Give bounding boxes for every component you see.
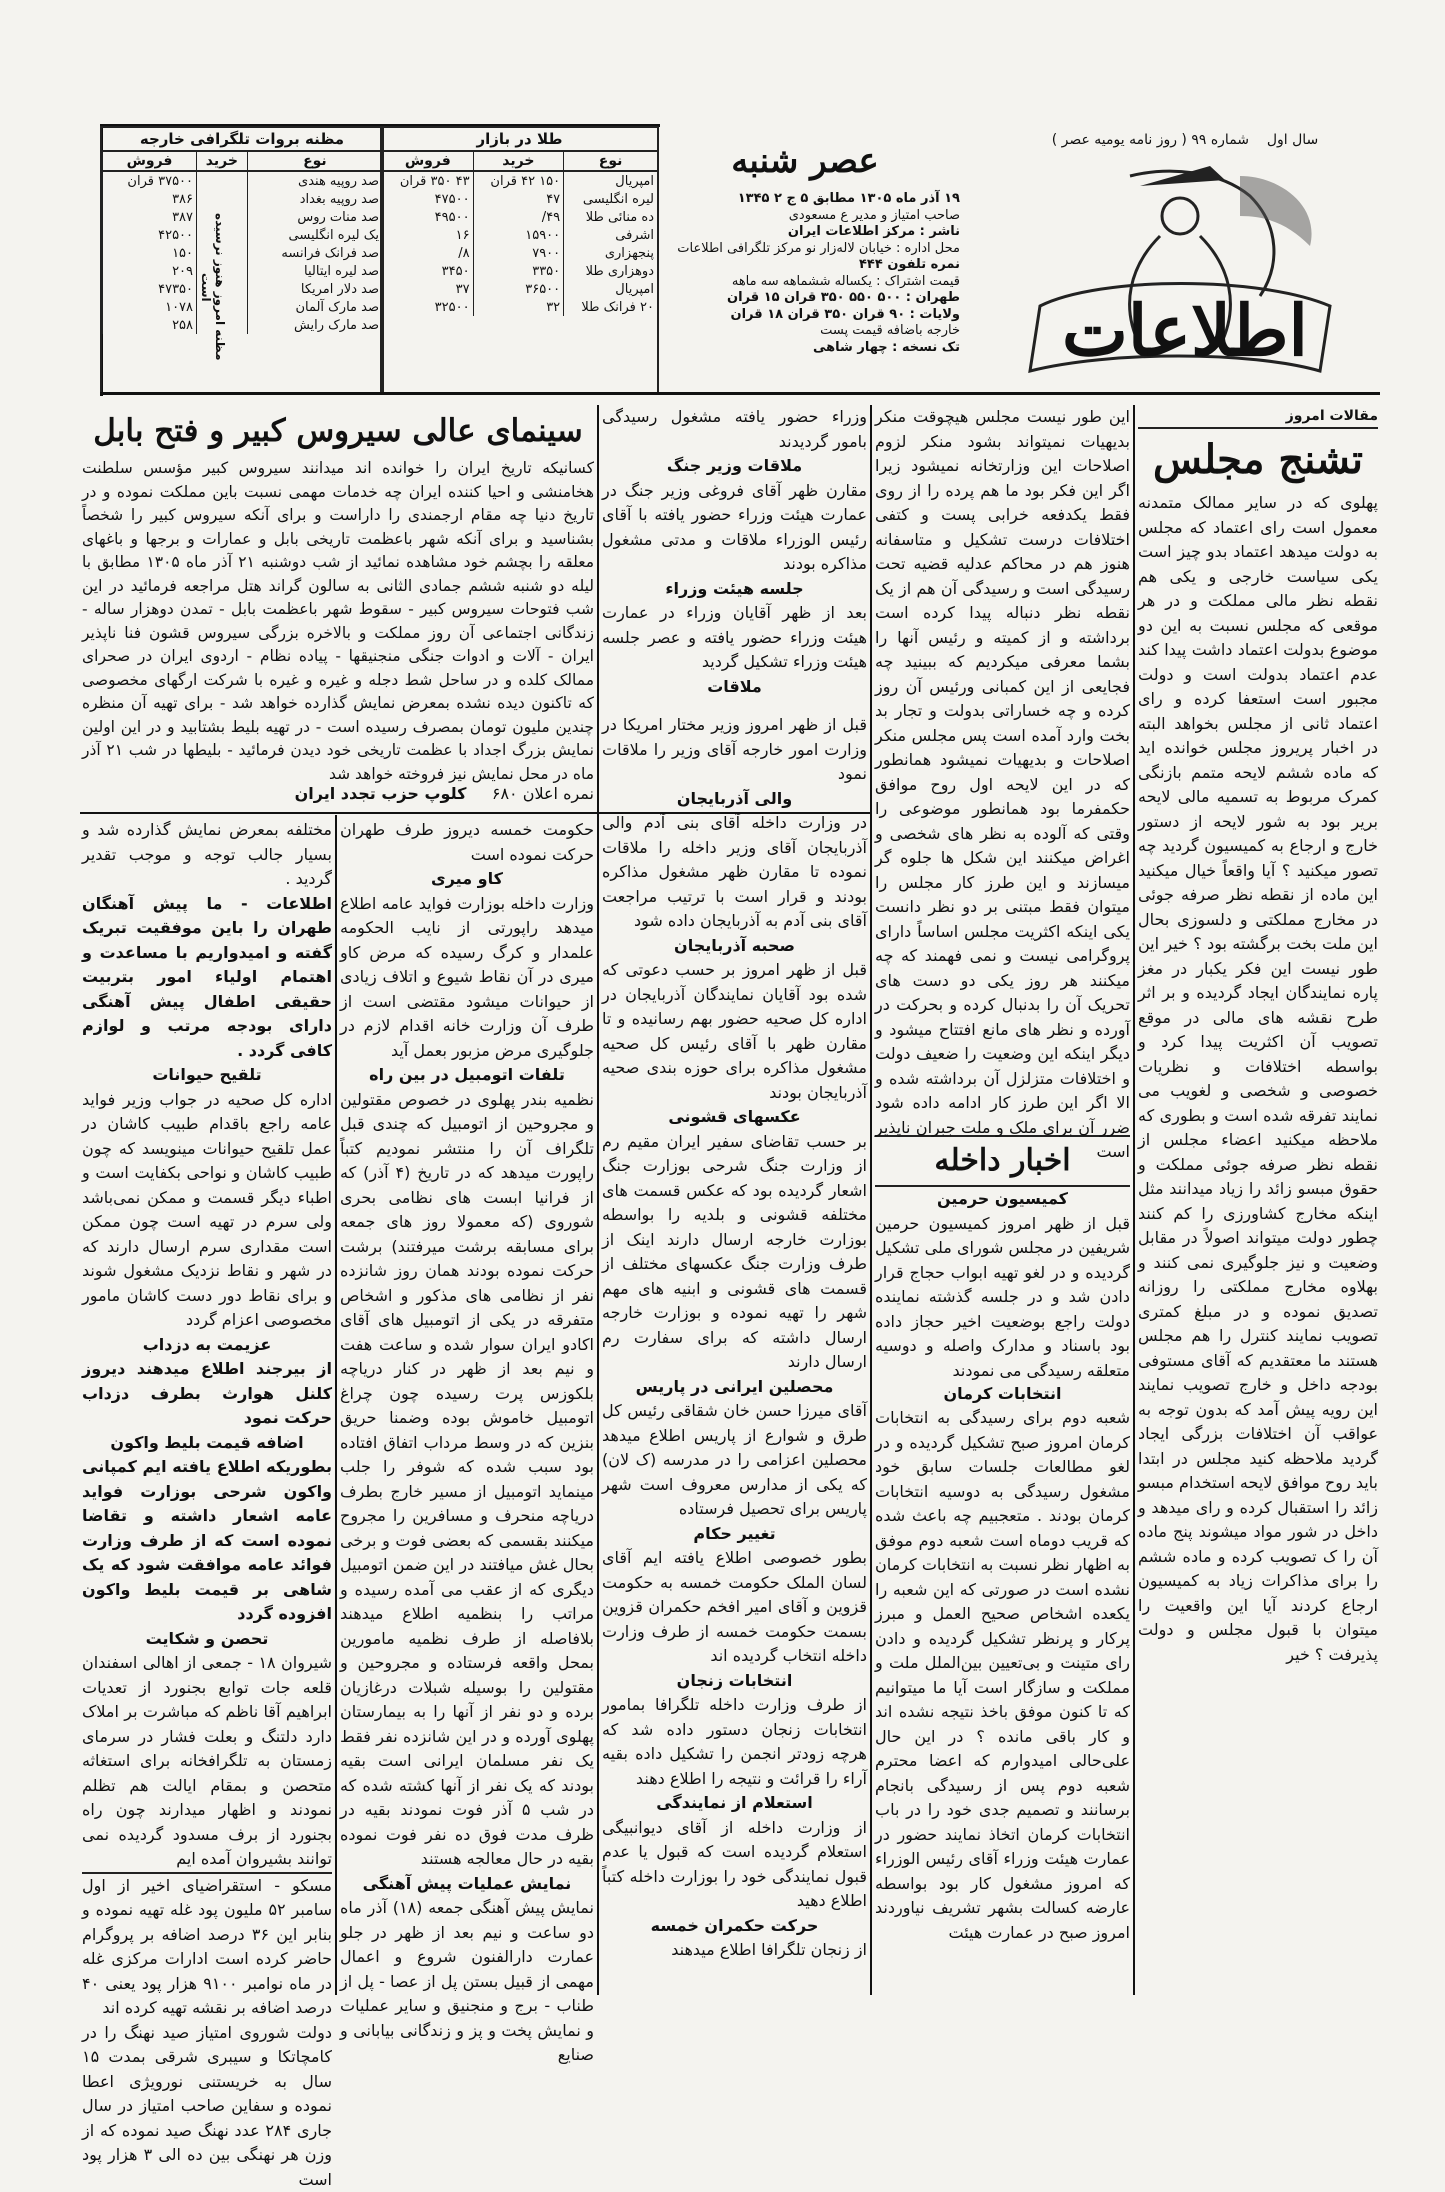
table-cell: صد منات روس — [247, 208, 382, 226]
table-cell: صد روپیه بغداد — [247, 190, 382, 208]
table-row — [383, 226, 658, 244]
publication-info — [660, 191, 960, 396]
tehran-price: طهران : ۵۰۰ ۵۵۰ ۳۵۰ قران ۱۵ قران — [660, 290, 960, 307]
table-cell: ۱۵۰ — [103, 244, 197, 262]
table-cell: ۲۰۹ — [103, 262, 197, 280]
foreign-exchange-title: مظنه بروات تلگرافی خارجه — [102, 128, 382, 152]
col3-p9: از طرف وزارت داخله تلگرافا بمامور انتخابات زنجان دستور داده شد که هرچه زودتر انجمن را تشکیل داده بقیه آراء را قرائت و نتیجه را اطلاع دهند — [602, 1693, 867, 1791]
subhead-departure: عزیمت به دزداب — [82, 1333, 332, 1358]
subhead-cattle-plague: کاو میری — [340, 867, 594, 892]
table-cell: ۳۶۵۰۰ — [473, 280, 564, 298]
office-line: محل اداره : خیابان لاله‌زار نو مرکز تلگرافی اطلاعات — [660, 241, 960, 258]
table-cell: یک لیره انگلیسی — [247, 226, 382, 244]
table-cell: ۲۰ فرانک طلا — [564, 298, 657, 316]
cyrus-footer — [82, 782, 594, 806]
table-cell: ۱۶ — [383, 226, 474, 244]
cyrus-cinema-ad — [82, 405, 594, 810]
cyrus-body: کسانیکه تاریخ ایران را خوانده اند میدانند سیروس کبیر مؤسس سلطنت هخامنشی و احیا کننده ایران چه خدمات مهمی نسبت باین مملکت نموده و در تاریخ دنیا چه مقام ارجمندی را داراست و برای آنکه سیروس کبیر را شخصاً بشناسید و برای آنکه شهر باعظمت تاریخی بابل و عمارات و برجها و باغهای معلقه را بچشم خود مشاهده نمائید از شب دوشنبه ۲۱ آذر ماه ۱۳۰۵ مطابق با لیله دو شنبه ششم جمادی الثانی به سالون گراند هتل مراجعه فرمائید در این شب فتوحات سیروس کبیر - سقوط شهر باعظمت بابل - تمدن دوهزار ساله - زندگانی اجتماعی آن روز مملکت و بالاخره بزرگی سیروس قشون فنا ناپذیر ایران - آلات و ادوات جنگی منجنیقها - پیاده نظام - اردوی ایران در صحرای ممالک کلده و در ساحل شط دجله و غیره و غیره با شرکت ارگهای مخصوصی که تاکنون دیده نشده بمعرض نمایش گذارده خواهد شد - برای تهیه آن منظره چندین ملیون تومان بمصرف رسیده است - در تهیه بلیط بشتابید و در این اولین نمایش بزرگ اجداد با عظمت تاریخی خود دیدن فرمائید - بلیطها در شب ۲۱ آذر ماه در محل نمایش نیز فروخته خواهد شد — [82, 457, 594, 782]
col5-p6: شیروان ۱۸ - جمعی از اهالی اسفندان قلعه جات توابع بجنورد از تعدیات ابراهیم آقا ناظم که مباشرت بر املاک دارد دلتنگ و بعلت فشار در سرمای زمستان به تلگرافخانه برای استغاثه متحصن و بمقام ایالت هم تظلم نمودند و اظهار میدارند چون راه بجنورد از برف مسدود گردیده نمی توانند بشیروان آمده ایم — [82, 1651, 332, 1874]
col3-p2: بعد از ظهر آقایان وزراء در عمارت هیئت وزراء حضور یافته و عصر جلسه هیئت وزراء تشکیل گردید — [602, 601, 867, 675]
table-row — [383, 298, 658, 316]
table-cell: صد روپیه هندی — [247, 171, 382, 190]
owner-line: صاحب امتیاز و مدیر ع مسعودی — [660, 208, 960, 225]
subhead-wagon-fare: اضافه قیمت بلیط واکون — [82, 1431, 332, 1456]
foreign-exchange-box — [100, 126, 384, 395]
domestic-news-title: اخبار داخله — [875, 1135, 1130, 1187]
subhead-meeting: ملاقات — [602, 675, 867, 700]
table-row — [103, 262, 383, 280]
subhead-azerbaijan-health: صحبه آذربایجان — [602, 934, 867, 959]
date-line: ۱۹ آذر ماه ۱۳۰۵ مطابق ۵ ج ۲ ۱۳۴۵ — [660, 191, 960, 208]
single-price: تک نسخه : چهار شاهی — [660, 340, 960, 357]
table-cell: لیره انگلیسی — [564, 190, 657, 208]
table-cell: صد فرانک فرانسه — [247, 244, 382, 262]
col5-p4: از بیرجند اطلاع میدهند دیروز کلنل هوارث بطرف دزداب حرکت نمود — [82, 1357, 332, 1431]
cyrus-club: کلوپ حزب تجدد ایران — [295, 784, 467, 803]
col5-p2: اطلاعات - ما پیش آهنگان طهران را باین موفقیت تبریک گفته و امیدواریم با مساعدت و اهتمام اولیاء امور بتربیت حقیقی اطفال پیش آهنگی دارای بودجه مرتب و لوازم کافی گردد . — [82, 892, 332, 1064]
buy-note: مظنه امروز هنوز نرسیده است — [207, 207, 227, 367]
table-cell: دوهزاری طلا — [564, 262, 657, 280]
col2-body-top: این طور نیست مجلس هیچوقت منکر بدیهیات نمیتواند بشود منکر لزوم اصلاحات این وزارتخانه نمیشود زیرا اگر این فکر بود ما هم پرده را از روی فقط یکدفعه خرابی پست و کتفی اختلافات درست تشکیل و متاسفانه هنوز هم در محاکم عدلیه قضیه تحت رسیدگی است و رسیدگی آن هم از یک نقطه نظر دنباله پیدا کرده است برداشته و از کمیته و رئیس آنها را بشما معرفی میکردیم که ببینید چه فجایعی از این کمبانی ورئیس آن روز کرده و چه خساراتی بدولت و تجار بد بخت وارد آمده است پس مجلس منکر اصلاحات و بدیهیات نمیشود همانطور که در این لایحه اول روح موافق حکمفرما بود همانطور موضوعی را وقتی که آلوده به نظر های شخصی و اغراض میکنند این شکل ها جلوه گر میسازند و این طرز کار مجلس را میتوان فقط مبتنی بر دو نظر دانست یکی اینکه اکثریت مجلس اساساً دارای پروگرامی نیست و نمی فهمند که چه میکنند هر روز یکی دو دست های تحریک آن را بدنبال کرده و بحرکت در آورده و نظر های مانع افتتاح میشود و دیگر اینکه این وضعیت را ضعیف دولت و اختلافات متزلزل آن برداشته شده و الا اگر این طرز کار ادامه داده شود ضرر آن برای ملک و ملت جبران ناپذیر است — [875, 405, 1130, 1135]
col3-p7: آقای میرزا حسن خان شقاقی رئیس کل طرق و شوارع از پاریس اطلاع میدهد محصلین اعزامی را در مدرسه (ک لان) که یکی از مدارس معروف است شهر پاریس برای تحصیل فرستاده — [602, 1399, 867, 1522]
subhead-sit-in: تحصن و شکایت — [82, 1627, 332, 1652]
table-cell: ۴۹۵۰۰ — [383, 208, 474, 226]
subhead-cabinet: جلسه هیئت وزراء — [602, 577, 867, 602]
subhead-khamseh-governor: حرکت حکمران خمسه — [602, 1914, 867, 1939]
subhead-car-accident: تلفات اتومبیل در بین راه — [340, 1063, 594, 1088]
col3-p4: در وزارت داخله آقای بنی آدم والی آذربایجان آقای وزیر داخله را ملاقات نموده تا مقارن ظهر مشغول مذاکره بودند و قرار است با ترتیب مراجعت آقای بنی آدم به آذربایجان داده شود — [602, 811, 867, 934]
col5-p7: مسکو - استقراضیای اخیر از اول سامبر ۵۲ ملیون پود غله تهیه نموده و بنابر این ۳۶ درصد اضافه بر پروگرام حاضر کرده است ادارات مرکزی غله در ماه نوامبر ۹۱۰۰ هزار پود یعنی ۴۰ درصد اضافه بر نقشه تهیه کرده اند — [82, 1874, 332, 2021]
table-cell: ۲۵۸ — [103, 316, 197, 334]
column-5 — [82, 818, 332, 1993]
column-3 — [602, 405, 867, 1995]
col2-body-low: شعبه دوم برای رسیدگی به انتخابات کرمان امروز صبح تشکیل گردیده و در لغو مطالعات جلسات سابق خود مشغول رسیدگی به دوسیه انتخابات کرمان بودند . متعجبیم چه باعث شده که قریب دوماه است شعبه دوم موفق به اظهار نظر نسبت به انتخابات کرمان نشده است در صورتی که این شعبه را یکعده اشخاص صحیح العمل و مبرز پرکار و پرنظر تشکیل گردیده و دادن رای متینت و بی‌تعیین بین‌الملل ملت و مملکت و سازگار است آیا ما میتوانیم که تا کنون موفق باخذ نتیجه نشده اند و کار باقی مانده ؟ در این حال علی‌حالی امیدوارم که اعضا محترم شعبه دوم پس از رسیدگی بانجام برسانند و تصمیم جدی خود را در باب انتخابات کرمان اتخاذ نمایند حضور در عمارت هیئت وزراء آقای رئیس الوزراء که امروز مشغول کار بود بواسطه عارضه کسالت بشهر تشریف نیاوردند امروز صبح در عمارت هیئت — [875, 1406, 1130, 1946]
col5-p1: مختلفه بمعرض نمایش گذارده شد و بسیار جالب توجه و موجب تقدیر گردید . — [82, 818, 332, 892]
table-cell: ۳۷ — [383, 280, 474, 298]
col4-p4: نمایش پیش آهنگی جمعه (۱۸) آذر ماه دو ساعت و نیم بعد از ظهر در جلو عمارت دارالفنون شروع و اعمال مهمی از قبیل بستن پل از عصا - پل از طناب - برج و منجنیق و سایر عملیات و نمایش پخت و پز و زندگانی بیابانی و صنایع — [340, 1896, 594, 2068]
table-header: فروش — [103, 152, 197, 171]
table-cell: ۴۳ ۳۵۰ قران — [383, 171, 474, 190]
table-cell: ۳۲ — [473, 298, 564, 316]
table-row — [383, 244, 658, 262]
column-2 — [875, 405, 1130, 1995]
col3-p10: از وزارت داخله از آقای دیوانبیگی استعلام گردیده است که قبول یا عدم قبول نمایندگی خود را بوزارت داخله کتباً اطلاع دهید — [602, 1816, 867, 1914]
cyrus-headline: سینمای عالی سیروس کبیر و فتح بابل — [82, 405, 594, 457]
table-header: خرید — [473, 152, 564, 171]
table-cell: ۴۷ — [473, 190, 564, 208]
gold-bazaar-box — [380, 126, 659, 395]
table-cell: اشرفی — [564, 226, 657, 244]
table-row — [103, 190, 383, 208]
table-cell: ۴۹/ — [473, 208, 564, 226]
subhead-azerbaijan-governor: والی آذربایجان — [602, 787, 867, 812]
subhead-inquiry: استعلام از نمایندگی — [602, 1791, 867, 1816]
column-4 — [340, 818, 594, 1993]
table-cell: ۱۵۰ ۴۲ قران — [473, 171, 564, 190]
col5-p3: اداره کل صحیه در جواب وزیر فواید عامه راجع باقدام طبیب کاشان در عمل تلقیح حیوانات مینویسد که چون طبیب کاشان و نواحی بکفایت است و اطباء دیگر قسمت و ممکن نمی‌باشد ولی سرم در تهیه است چون ممکن است مقداری سرم ارسال دارند که در شهر و نقاط نزدیک مشغول شوند و برای نقاط دور دست کاشان مامور مخصوصی اعزام گردد — [82, 1088, 332, 1333]
table-header: خرید — [197, 152, 248, 171]
table-cell: صد دلار امریکا — [247, 280, 382, 298]
table-cell: ۳۸۷ — [103, 208, 197, 226]
table-cell: ۳۲۵۰۰ — [383, 298, 474, 316]
table-cell: ۳۷۵۰۰ قران — [103, 171, 197, 190]
provinces-price: ولایات : ۹۰ قران ۳۵۰ قران ۱۸ قران — [660, 307, 960, 324]
table-cell: ۴۷۵۰۰ — [383, 190, 474, 208]
day-title: عصر شنبه — [660, 136, 950, 186]
table-row — [383, 190, 658, 208]
table-cell: امپریال — [564, 171, 657, 190]
cyrus-ad-number: نمره اعلان ۶۸۰ — [492, 784, 594, 803]
table-cell: صد لیره ایتالیا — [247, 262, 382, 280]
editorial-body: پهلوی که در سایر ممالک متمدنه معمول است رای اعتماد که مجلس به دولت میدهد اعتماد بدو چیز است یکی سیاست خارجی و یکی هم نقطه نظر مالی مملکت و در هر موقعی که مجلس نسبت به این دو موضوع بدولت اعتماد داشت پیدا کند عدم اعتماد بدولت است و دولت مجبور است استعفا کرده و رای اعتماد ثانی از مجلس بخواهد البته در اخبار پریروز مجلس خوانده اید که ماده ششم لایحه متمم بازنگی کمرک مربوط به تسمیه مالی لایحه بریر بود به شور لایحه از دستور خارج و ارجاع به کمیسیون گردید چه تصور میکنید ؟ آیا واقعاً خیال میکنید این ماده از نقطه نظر صرفه جوئی در مخارج مملکتی و دلسوزی بحال این ملت بخت برگشته بود ؟ خیر این طور نیست این فکر یکبار در مغز پاره نمایندگان ایجاد گردیده و بر اثر طرح نقشه های مالی در موقع تصویب آن اکثریت پیدا کرد و بواسطه اختلافات و نظریات خصوصی و شخصی و لغویب می نمایند تفرقه شده است و بطوری که ملاحظه میکنید اعضاء مجلس از نقطه نظر صرفه جوئی مملکت و حقوق مبسو زائد را زیاد میدانند مثل اینکه مخارج کشاورزی را کم کنند چطور دولت میتواند اصولاً در مقابل وضعیت و نیز جلوگیری نمی کنند و بهلاوه مخارج مملکتی را روزانه تصدیق نموده و در مبلغ کمتری تصویب نمایند کنترل را هم مجلس هستند ما معتقدیم که آقای مستوفی بودجه داخل و خارج تصویب نمایند این رویه پیش آمد که بدون توجه به عواقب آن اختلافات بزرگی ایجاد گردید ملاحظه کنید مجلس در ابتدا باید روح موافق لایحه استخدام مبسو زائد را استقبال کرده و رای میدهد و داخل در شور مواد میشوند پنج ماده آن را ک تصویب کرده و ماده ششم را برای مذاکرات زیاد به کمیسیون ارجاع کردند آیا این واقعیت را میتوان با قبول مجلس و دولت پذیرفت ؟ خیر — [1138, 491, 1378, 1981]
table-cell: صد مارک رایش — [247, 316, 382, 334]
subhead-zanjan-elections: انتخابات زنجان — [602, 1669, 867, 1694]
subhead-army-photos: عکسهای قشونی — [602, 1105, 867, 1130]
table-cell — [197, 190, 248, 208]
editorial-headline: تشنج مجلس — [1138, 429, 1378, 491]
table-row — [383, 280, 658, 298]
table-cell: پنجهزاری — [564, 244, 657, 262]
table-cell: ۸/ — [383, 244, 474, 262]
subhead-vaccination: تلقیح حیوانات — [82, 1063, 332, 1088]
table-cell — [197, 171, 248, 190]
col3-p8: بطور خصوصی اطلاع یافته ایم آقای لسان الملک حکومت خمسه به حکومت قزوین و آقای امیر افخم حکمران قزوین بسمت حکومت خمسه از طرف وزارت داخله انتخاب گردیده اند — [602, 1546, 867, 1669]
gold-bazaar-title: طلا در بازار — [382, 128, 657, 152]
table-header: نوع — [564, 152, 657, 171]
editorial-kicker: مقالات امروز — [1138, 405, 1378, 429]
col4-p3: نظمیه بندر پهلوی در خصوص مقتولین و مجروحین از اتومبیل که چندی قبل تلگراف آن را منتشر نمودیم کتباً راپورت میدهد که در تاریخ (۴ آذر) که از فرانیا ابست های نظامی بحری شوروی (که معمولا روز های جمعه برای مسابقه برشت میرفتند) برشت حرکت نموده بودند همان روز شانزده نفر از نظامی های مذکور و اشخاص متفرقه در یکی از اتومبیل های آقای اکادو ایران سوار شده و ساعت هفت و نیم بعد از ظهر در کنار دریاچه بلکوزس پرت رسیده چون چراغ اتومبیل خاموش بوده وضمنا حریق بنزین که در وسط مرداب اتفاق افتاده بود سبب شده که شوفر را جلب مینماید اتومبیل از مسیر خارج بطرف دریاچه منحرف و مسافرین را مجروح میکنند بقسمی که بعضی فوت و برخی بحال غش میافتند در این ضمن اتومبیل دیگری که از عقب می آمده رسیده و مراتب را بنظمیه اطلاع میدهند بلافاصله از طرف نظمیه مامورین بمحل واقعه فرستاده و مجروحین و مقتولین را بوسیله شبلات درغازیان برده و دو نفر از آنها را به بیمارستان پهلوی آورده و در این شانزده نفر فقط یک نفر مسلمان ایرانی است بقیه بودند که یک نفر از آنها کشته شده که در شب ۵ آذر فوت نمودند بقیه در ظرف مدت فوق ده نفر فوت نموده بقیه در حال معالجه هستند — [340, 1088, 594, 1872]
table-row — [103, 280, 383, 298]
subhead-paris-students: محصلین ایرانی در پاریس — [602, 1375, 867, 1400]
table-row — [383, 171, 658, 190]
masthead — [100, 116, 1380, 396]
gold-bazaar-table — [382, 152, 657, 316]
table-row — [103, 208, 383, 226]
kerman-subhead: انتخابات کرمان — [875, 1382, 1130, 1407]
table-cell: ۳۸۶ — [103, 190, 197, 208]
table-cell: ده منائی طلا — [564, 208, 657, 226]
table-header: فروش — [383, 152, 474, 171]
table-row — [103, 244, 383, 262]
table-row — [103, 171, 383, 190]
table-cell: صد مارک آلمان — [247, 298, 382, 316]
volume-label: سال اول — [1267, 132, 1318, 148]
logo-text: اطلاعات — [1040, 286, 1330, 376]
col2-body-mid: قبل از ظهر امروز کمیسیون حرمین شریفین در مجلس شورای ملی تشکیل گردیده و در لغو تهیه ابواب حجاج قرار دادن شد و در جلسه گذشته نماینده دولت راجع بوضعیت اخیر حجاز داده بود باسناد و مدارک واصله و دوسیه متعلقه رسیدگی می نمودند — [875, 1212, 1130, 1382]
logo — [980, 156, 1375, 391]
haramain-subhead: کمیسیون حرمین — [875, 1187, 1130, 1212]
col5-p8: دولت شوروی امتیاز صید نهنگ را در کامچاتکا و سیبری شرقی بمدت ۱۵ سال به خریستنی نورویژی اعطا نموده و سفاین صاحب امتیاز در سال جاری ۲۸۴ عدد نهنگ صید نموده که از وزن هر نهنگی بین ده الی ۳ هزار پود است — [82, 2021, 332, 2192]
table-cell: ۳۴۵۰ — [383, 262, 474, 280]
table-row — [103, 316, 383, 334]
col3-p11: از زنجان تلگرافا اطلاع میدهند — [602, 1938, 867, 1963]
foreign-exchange-table — [102, 152, 382, 334]
phone-line: نمره تلفون ۴۴۴ — [660, 257, 960, 274]
col3-p6: بر حسب تقاضای سفیر ایران مقیم رم از وزارت جنگ شرحی بوزارت جنگ اشعار گردیده بود که عکس قسمت های مختلفه قشونی و بلدیه را بواسطه بوزارت خارجه ارسال دارند اینک از طرف وزارت جنگ عکسهای مختلف از قسمت های قشونی و ابنیه های مهم شهر را تهیه نموده و بوزارت خارجه ارسال داشته که برای سفارت رم ارسال دارند — [602, 1130, 867, 1375]
table-row — [383, 262, 658, 280]
issue-label: شماره ۹۹ ( روز نامه یومیه عصر ) — [1052, 132, 1249, 148]
col3-p5: قبل از ظهر امروز بر حسب دعوتی که شده بود آقایان نمایندگان آذربایجان در اداره کل صحیه حضور بهم رسانیده و تا مقارن ظهر با آقای رئیس کل صحیه مشغول مذاکره برای حوزه بندی صحیه آذربایجان بودند — [602, 958, 867, 1105]
table-cell: ۳۳۵۰ — [473, 262, 564, 280]
col4-p1: حکومت خمسه دیروز طرف طهران حرکت نموده است — [340, 818, 594, 867]
table-cell: ۱۵۹۰۰ — [473, 226, 564, 244]
table-cell: ۴۲۵۰۰ — [103, 226, 197, 244]
table-cell: امپریال — [564, 280, 657, 298]
subhead-scouts: نمایش عملیات پیش آهنگی — [340, 1872, 594, 1897]
table-row — [103, 226, 383, 244]
subhead-governors-change: تغییر حکام — [602, 1522, 867, 1547]
col3-intro: وزراء حضور یافته مشغول رسیدگی بامور گردیدند — [602, 405, 867, 454]
publisher-line: ناشر : مرکز اطلاعات ایران — [660, 224, 960, 241]
subhead-war-minister: ملاقات وزیر جنگ — [602, 454, 867, 479]
issue-line — [1000, 128, 1370, 154]
table-row — [103, 298, 383, 316]
col5-p5: بطوریکه اطلاع یافته ایم کمپانی واکون شرحی بوزارت فواید عامه اشعار داشته و تقاضا نموده است که از طرف وزارت فوائد عامه موافقت شود که یک شاهی بر قیمت بلیط واکون افزوده گردد — [82, 1455, 332, 1627]
abroad-price: خارجه باضافه قیمت پست — [660, 323, 960, 340]
table-row — [383, 208, 658, 226]
table-header: نوع — [247, 152, 382, 171]
table-cell: ۷۹۰۰ — [473, 244, 564, 262]
col4-p2: وزارت داخله بوزارت فواید عامه اطلاع میدهد راپورتی از نایب الحکومه علمدار و کرگ رسیده که مرض کاو میری در آن نقاط شیوع و اتلاف زیادی از حیوانات میشود مقتضی است از طرف آن وزارت خانه اقدام لازم در جلوگیری مرض مزبور بعمل آید — [340, 892, 594, 1064]
table-cell: ۱۰۷۸ — [103, 298, 197, 316]
col3-p1: مقارن ظهر آقای فروغی وزیر جنگ در عمارت هیئت وزراء حضور یافته با آقای رئیس الوزراء ملاقات و مدتی مشغول مذاکره بودند — [602, 479, 867, 577]
subscription-line: قیمت اشتراک : یکساله ششماهه سه ماهه — [660, 274, 960, 291]
table-cell: ۴۷۳۵۰ — [103, 280, 197, 298]
column-editorial — [1138, 405, 1378, 1995]
col3-p3: قبل از ظهر امروز وزیر مختار امریکا در وزارت امور خارجه آقای وزیر را ملاقات نمود — [602, 713, 867, 787]
